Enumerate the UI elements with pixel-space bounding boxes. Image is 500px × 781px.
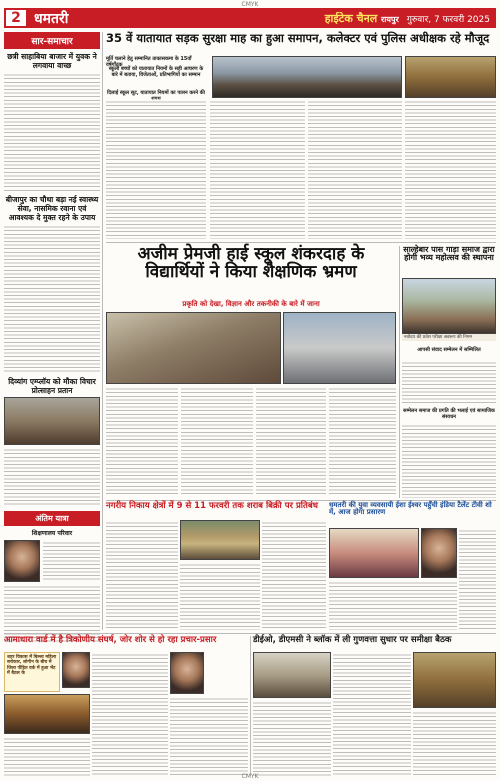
bottom-left-headline: आमाधारा वार्ड में है त्रिकोणीय संघर्ष, जोर शोर से हो रहा प्रचार-प्रसार: [4, 635, 217, 645]
lead-body-col4: [405, 99, 496, 239]
feature-body-col2: [329, 580, 457, 630]
liquor-body-col3: [262, 520, 326, 630]
print-registration-bottom: CMYK: [241, 773, 259, 780]
sidebar-item1-body: [4, 72, 100, 192]
bottom-left-body-col0: [4, 736, 90, 776]
masthead: [4, 8, 496, 28]
sidebar-item1-title: छत्री साहाबिया बाजार में युवक ने लगवाया वाच्छ: [7, 52, 97, 70]
lead-divider: [106, 242, 496, 243]
school-photo-vessel: [283, 312, 396, 384]
lead-body-col1: [106, 99, 206, 239]
right-photo: [402, 278, 496, 334]
school-subhead: प्रकृति को देखा, विज्ञान और तकनीकी के बारे में जाना: [182, 300, 320, 308]
lead-subkicker-2: दिलाई स्कूल सूट, यातायात नियमों का पालन करने की: [107, 90, 205, 96]
right-headline: साल्हेबार पास गाड़ा समाज द्वारा होगी भव्य महोत्सव की स्थापना: [403, 245, 495, 263]
bottom-right-headline-block: [253, 636, 496, 650]
sidebar-item2-title: बीजापुर का चौथा बड़ा नई स्वास्थ्य सेवा, नासमिक रवाना एवं आवश्यक दे मुक्त रहने के उपाय: [5, 195, 99, 222]
right-column-divider: [399, 246, 400, 498]
right-headline-block: [402, 246, 496, 278]
lead-photo-group: [212, 56, 402, 98]
right-body-2: [402, 423, 496, 498]
school-body-col2: [181, 386, 253, 496]
newspaper-name: हाईटेक चैनल रायपुर: [324, 11, 399, 25]
bottom-right-body-col2: [333, 652, 411, 776]
lead-headline-block: [106, 32, 496, 54]
feature-headline-block: [329, 502, 496, 526]
right-body-1: [402, 360, 496, 406]
bottom-left-body-col1: [92, 652, 168, 776]
obituary-subtitle: शिक्षणालय परिवार: [31, 530, 73, 537]
publication-date: गुरुवार, 7 फरवरी 2025: [406, 14, 490, 25]
sidebar-box-title: सार-समाचार: [4, 32, 100, 49]
lead-body-col3: [308, 99, 402, 239]
feature-photo-stage: [329, 528, 419, 578]
bottom-right-photo-1: [253, 652, 331, 698]
bottom-left-ad: शहर विकास में बिल्ला महिला सरोकार, लोगीन के बीच में जिला पीड़ित वर्क में हुआ भेंट में बैठल के: [4, 652, 60, 692]
candidate-photo-1: [62, 652, 90, 688]
section-name: धमतरी: [34, 10, 69, 27]
school-body-col4: [329, 386, 396, 496]
bottom-right-photo-2: [413, 652, 496, 708]
feature-headline: धमतरी की युवा व्यवसायी ईशा ईश्वर पहुँची इंडिया टैलेंट टीवी शो में, आज होगा प्रसारण: [329, 501, 492, 517]
school-headline: अजीम प्रेमजी हाई स्कूल शंकरदाह के विद्यार्थियों ने किया शैक्षणिक भ्रमण: [137, 244, 365, 282]
bottom-divider-vertical: [250, 636, 251, 776]
lead-photo-officials: [405, 56, 496, 98]
sidebar-item2-body: [4, 224, 100, 374]
school-photo-students: [106, 312, 281, 384]
bottom-left-photo-wide: [4, 694, 90, 734]
school-headline-block: [106, 246, 396, 302]
lead-subkicker: स्कूली बच्चों को यातायात नियमों के सही आचरण के बारे में बताया, विजेताओं, प्रतिभागियों का सम्मान: [108, 66, 204, 78]
obituary-photo: [4, 540, 40, 582]
sidebar-item3-body: [4, 447, 100, 507]
obituary-body: [43, 540, 100, 582]
obituary-title: अंतिम यात्रा: [4, 511, 100, 526]
sidebar-item3-title: दिव्यांग एम्प्लॉय को मौका विचार प्रोत्साहन प्रतान: [8, 377, 96, 395]
bottom-right-body-col3: [413, 710, 496, 776]
right-sub1: आपसी संवाद सम्मेलन में सम्मिलित: [417, 347, 481, 353]
bottom-left-body-col2: [170, 696, 248, 776]
lead-kicker: मूर्ति चलाने हेतु सम्मानित ताकासकमा के 15वाँ वर्षगाँठक: [106, 56, 192, 68]
sidebar-item3-photo: [4, 397, 100, 445]
page-number: 2: [4, 8, 28, 28]
school-body-col3: [256, 386, 326, 496]
feature-photo-portrait: [421, 528, 457, 578]
bottom-left-headline-block: [4, 636, 248, 650]
print-registration-top: CMYK: [241, 1, 259, 8]
bottom-right-body-col1: [253, 700, 331, 776]
feature-body-col1: [459, 528, 496, 630]
liquor-body-col1: [106, 520, 178, 630]
liquor-headline: नगरीय निकाय क्षेत्रों में 9 से 11 फरवरी तक शराब बिक्री पर प्रतिबंध: [106, 501, 318, 511]
lead-body-col2: [210, 99, 305, 239]
lead-headline: 35 वें यातायात सड़क सुरक्षा माह का हुआ समापन, कलेक्टर एवं पुलिस अधीक्षक रहे मौजूद: [106, 31, 490, 45]
bottom-divider: [4, 633, 496, 634]
liquor-body-col2: [180, 562, 260, 630]
liquor-photo: [180, 520, 260, 560]
sidebar-divider: [102, 32, 103, 630]
school-body-col1: [106, 386, 178, 496]
right-photo-caption: नवोदय की प्रवेश परीक्षा अवरूप की निगम: [402, 334, 496, 341]
bottom-right-headline: डीईओ, डीएमसी ने ब्लॉक में ली गुणवत्ता सुधार पर समीक्षा बैठक: [253, 635, 452, 645]
candidate-photo-2: [170, 652, 204, 694]
right-sub2: सम्मेलन समाज की प्रगति की भलाई एवं सामाजिक संसाधन: [403, 408, 495, 420]
